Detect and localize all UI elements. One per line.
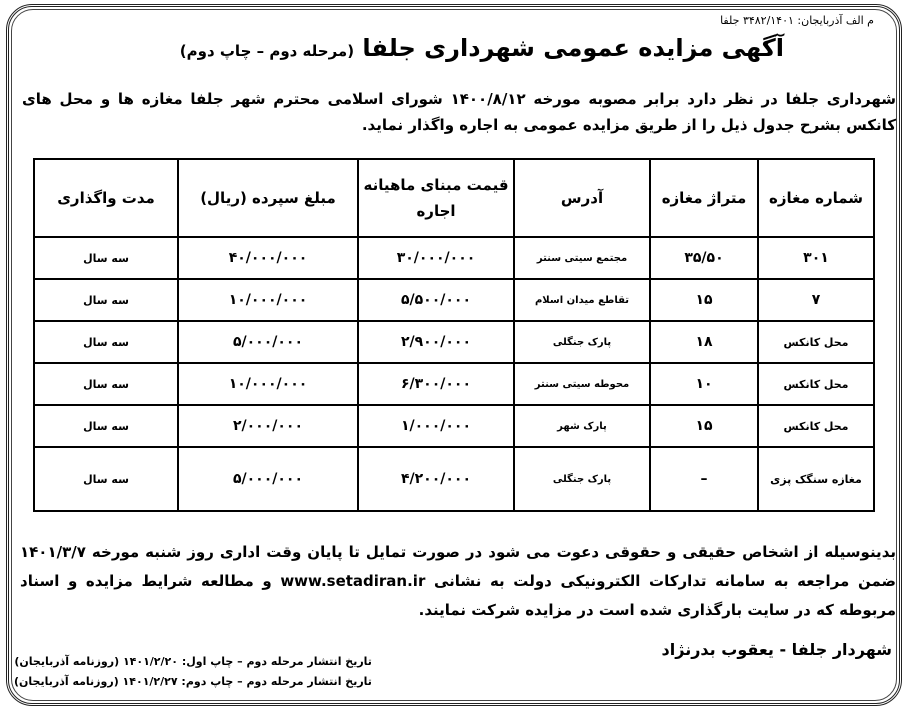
cell-address: تقاطع میدان اسلام xyxy=(514,279,650,321)
cell-area: ۱۵ xyxy=(650,405,758,447)
cell-address: پارک جنگلی xyxy=(514,447,650,511)
cell-term: سه سال xyxy=(34,237,178,279)
publication-dates xyxy=(14,652,372,692)
cell-term: سه سال xyxy=(34,363,178,405)
cell-address: محوطه سیتی سنتر xyxy=(514,363,650,405)
cell-deposit: ۵/۰۰۰/۰۰۰ xyxy=(178,321,358,363)
cell-shop-number: ۷ xyxy=(758,279,874,321)
cell-deposit: ۱۰/۰۰۰/۰۰۰ xyxy=(178,363,358,405)
cell-area: ۱۵ xyxy=(650,279,758,321)
cell-deposit: ۴۰/۰۰۰/۰۰۰ xyxy=(178,237,358,279)
cell-monthly-rent: ۱/۰۰۰/۰۰۰ xyxy=(358,405,514,447)
invitation-paragraph: بدینوسیله از اشخاص حقیقی و حقوقی دعوت می شود در صورت تمایل تا پایان وقت اداری روز شنبه مورخه ۱۴۰۱/۳/۷ ضمن مراجعه به سامانه تدارکات الکترونیکی دولت به نشانی www.setadiran.ir و مطالعه شرایط مزایده و اسناد مربوطه که در سایت بارگذاری شده است در مزایده شرکت نمایند. xyxy=(20,543,896,619)
cell-deposit: ۵/۰۰۰/۰۰۰ xyxy=(178,447,358,511)
col-header-area: متراژ مغازه xyxy=(650,159,758,237)
cell-area: ۱۰ xyxy=(650,363,758,405)
table-row xyxy=(34,321,874,363)
col-header-term: مدت واگذاری xyxy=(34,159,178,237)
cell-deposit: ۱۰/۰۰۰/۰۰۰ xyxy=(178,279,358,321)
col-header-address: آدرس xyxy=(514,159,650,237)
intro-paragraph: شهرداری جلفا در نظر دارد برابر مصوبه مورخه ۱۴۰۰/۸/۱۲ شورای اسلامی محترم شهر جلفا مغازه ها و محل های کانکس بشرح جدول ذیل را از طریق مزایده عمومی به اجاره واگذار نماید. xyxy=(22,90,896,134)
publication-date-first: تاریخ انتشار مرحله دوم – چاپ اول: ۱۴۰۱/۲/۲۰ (روزنامه آذربایجان) xyxy=(14,655,372,668)
cell-area: ۳۵/۵۰ xyxy=(650,237,758,279)
cell-monthly-rent: ۶/۳۰۰/۰۰۰ xyxy=(358,363,514,405)
table-row xyxy=(34,405,874,447)
col-header-monthly-rent: قیمت مبنای ماهیانه اجاره xyxy=(358,159,514,237)
cell-shop-number: ۳۰۱ xyxy=(758,237,874,279)
auction-table xyxy=(33,158,875,512)
cell-shop-number: مغازه سنگک پزی xyxy=(758,447,874,511)
table-row xyxy=(34,363,874,405)
cell-area: ۱۸ xyxy=(650,321,758,363)
cell-monthly-rent: ۴/۲۰۰/۰۰۰ xyxy=(358,447,514,511)
cell-monthly-rent: ۵/۵۰۰/۰۰۰ xyxy=(358,279,514,321)
reference-number: م الف آذربایجان: ۳۴۸۲/۱۴۰۱ جلفا xyxy=(720,14,874,27)
cell-term: سه سال xyxy=(34,405,178,447)
cell-monthly-rent: ۲/۹۰۰/۰۰۰ xyxy=(358,321,514,363)
cell-shop-number: محل کانکس xyxy=(758,405,874,447)
title-text: آگهی مزایده عمومی شهرداری جلفا xyxy=(362,34,784,62)
cell-monthly-rent: ۳۰/۰۰۰/۰۰۰ xyxy=(358,237,514,279)
cell-deposit: ۲/۰۰۰/۰۰۰ xyxy=(178,405,358,447)
cell-address: پارک شهر xyxy=(514,405,650,447)
cell-address: مجتمع سیتی سنتر xyxy=(514,237,650,279)
table-row xyxy=(34,447,874,511)
title-subtitle: (مرحله دوم – چاپ دوم) xyxy=(179,42,355,60)
cell-shop-number: محل کانکس xyxy=(758,363,874,405)
table-row xyxy=(34,237,874,279)
publication-date-second: تاریخ انتشار مرحله دوم – چاپ دوم: ۱۴۰۱/۲/۲۷ (روزنامه آذربایجان) xyxy=(14,675,372,688)
col-header-deposit: مبلغ سپرده (ریال) xyxy=(178,159,358,237)
table-row xyxy=(34,279,874,321)
cell-term: سه سال xyxy=(34,279,178,321)
col-header-shop-number: شماره مغازه xyxy=(758,159,874,237)
page-title xyxy=(180,34,784,62)
signature-line: شهردار جلفا - یعقوب بدرنژاد xyxy=(661,640,892,659)
cell-shop-number: محل کانکس xyxy=(758,321,874,363)
table-header-row xyxy=(34,159,874,237)
cell-term: سه سال xyxy=(34,447,178,511)
cell-address: پارک جنگلی xyxy=(514,321,650,363)
cell-term: سه سال xyxy=(34,321,178,363)
cell-area: – xyxy=(650,447,758,511)
